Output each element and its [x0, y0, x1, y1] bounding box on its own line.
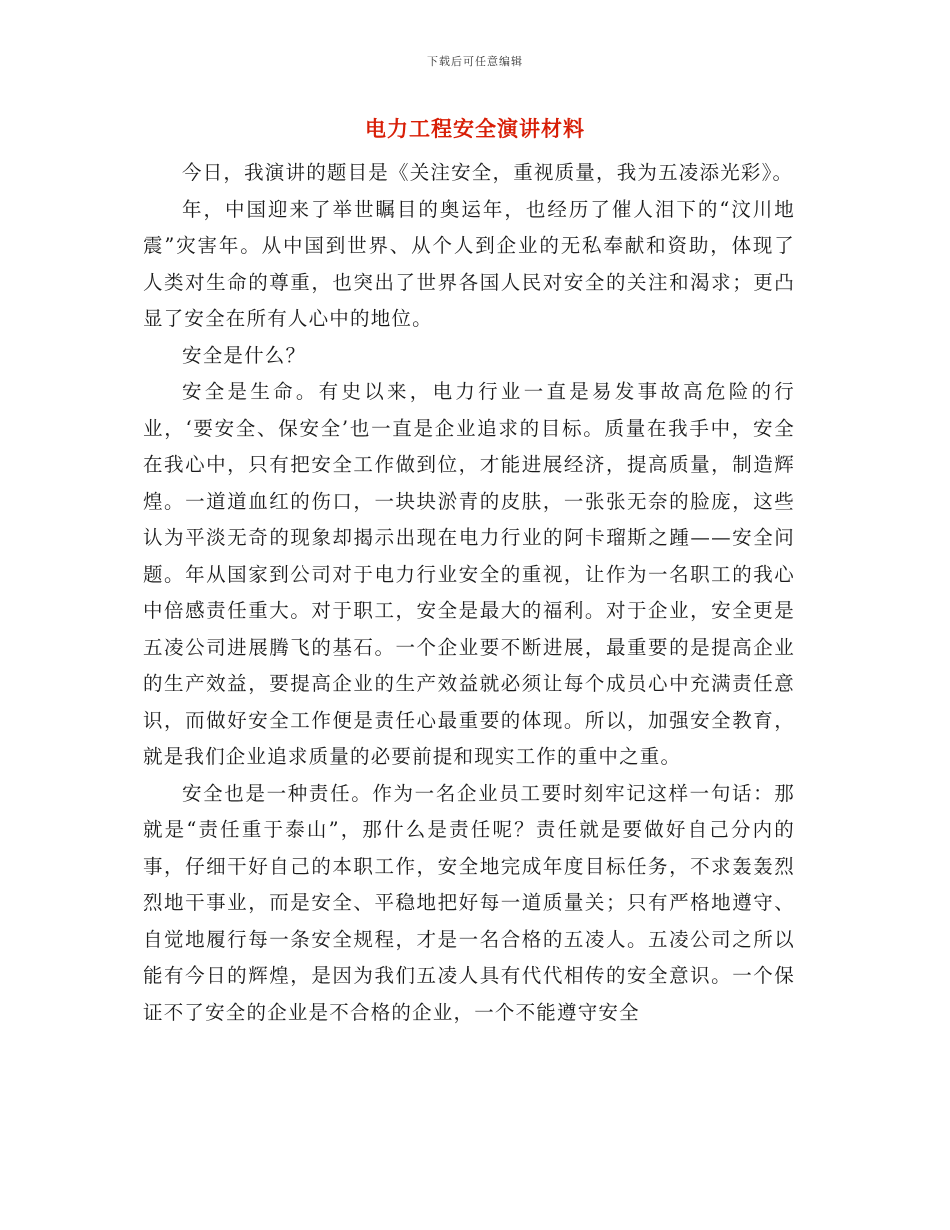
document-title: 电力工程安全演讲材料 [365, 116, 585, 141]
paragraph: 年，中国迎来了举世瞩目的奥运年，也经历了催人泪下的“汶川地震”灾害年。从中国到世界、从个人到企业的无私奉献和资助，体现了人类对生命的尊重，也突出了世界各国人民对安全的关注和渴求；更凸显了安全在所有人心中的地位。 [143, 197, 795, 330]
header-note: 下载后可任意编辑 [427, 55, 523, 68]
paragraph: 安全也是一种责任。作为一名企业员工要时刻牢记这样一句话：那就是“责任重于泰山”，那什么是责任呢？责任就是要做好自己分内的事，仔细干好自己的本职工作，安全地完成年度目标任务，不求轰轰烈烈地干事业，而是安全、平稳地把好每一道质量关；只有严格地遵守、自觉地履行每一条安全规程，才是一名合格的五凌人。五凌公司之所以能有今日的辉煌，是因为我们五凌人具有代代相传的安全意识。一个保证不了安全的企业是不合格的企业，一个不能遵守安全 [143, 781, 795, 1024]
paragraph: 安全是生命。有史以来，电力行业一直是易发事故高危险的行业，‘要安全、保安全’也一直是企业追求的目标。质量在我手中，安全在我心中，只有把安全工作做到位，才能进展经济，提高质量，制造辉煌。一道道血红的伤口，一块块淤青的皮肤，一张张无奈的脸庞，这些认为平淡无奇的现象却揭示出现在电力行业的阿卡瑠斯之踵——安全问题。年从国家到公司对于电力行业安全的重视，让作为一名职工的我心中倍感责任重大。对于职工，安全是最大的福利。对于企业，安全更是五凌公司进展腾飞的基石。一个企业要不断进展，最重要的是提高企业的生产效益，要提高企业的生产效益就必须让每个成员心中充满责任意识，而做好安全工作便是责任心最重要的体现。所以，加强安全教育，就是我们企业追求质量的必要前提和现实工作的重中之重。 [143, 380, 795, 768]
paragraph: 安全是什么？ [182, 343, 307, 367]
paragraph: 今日，我演讲的题目是《关注安全，重视质量，我为五凌添光彩》。 [182, 161, 794, 184]
document-body [143, 155, 795, 1031]
